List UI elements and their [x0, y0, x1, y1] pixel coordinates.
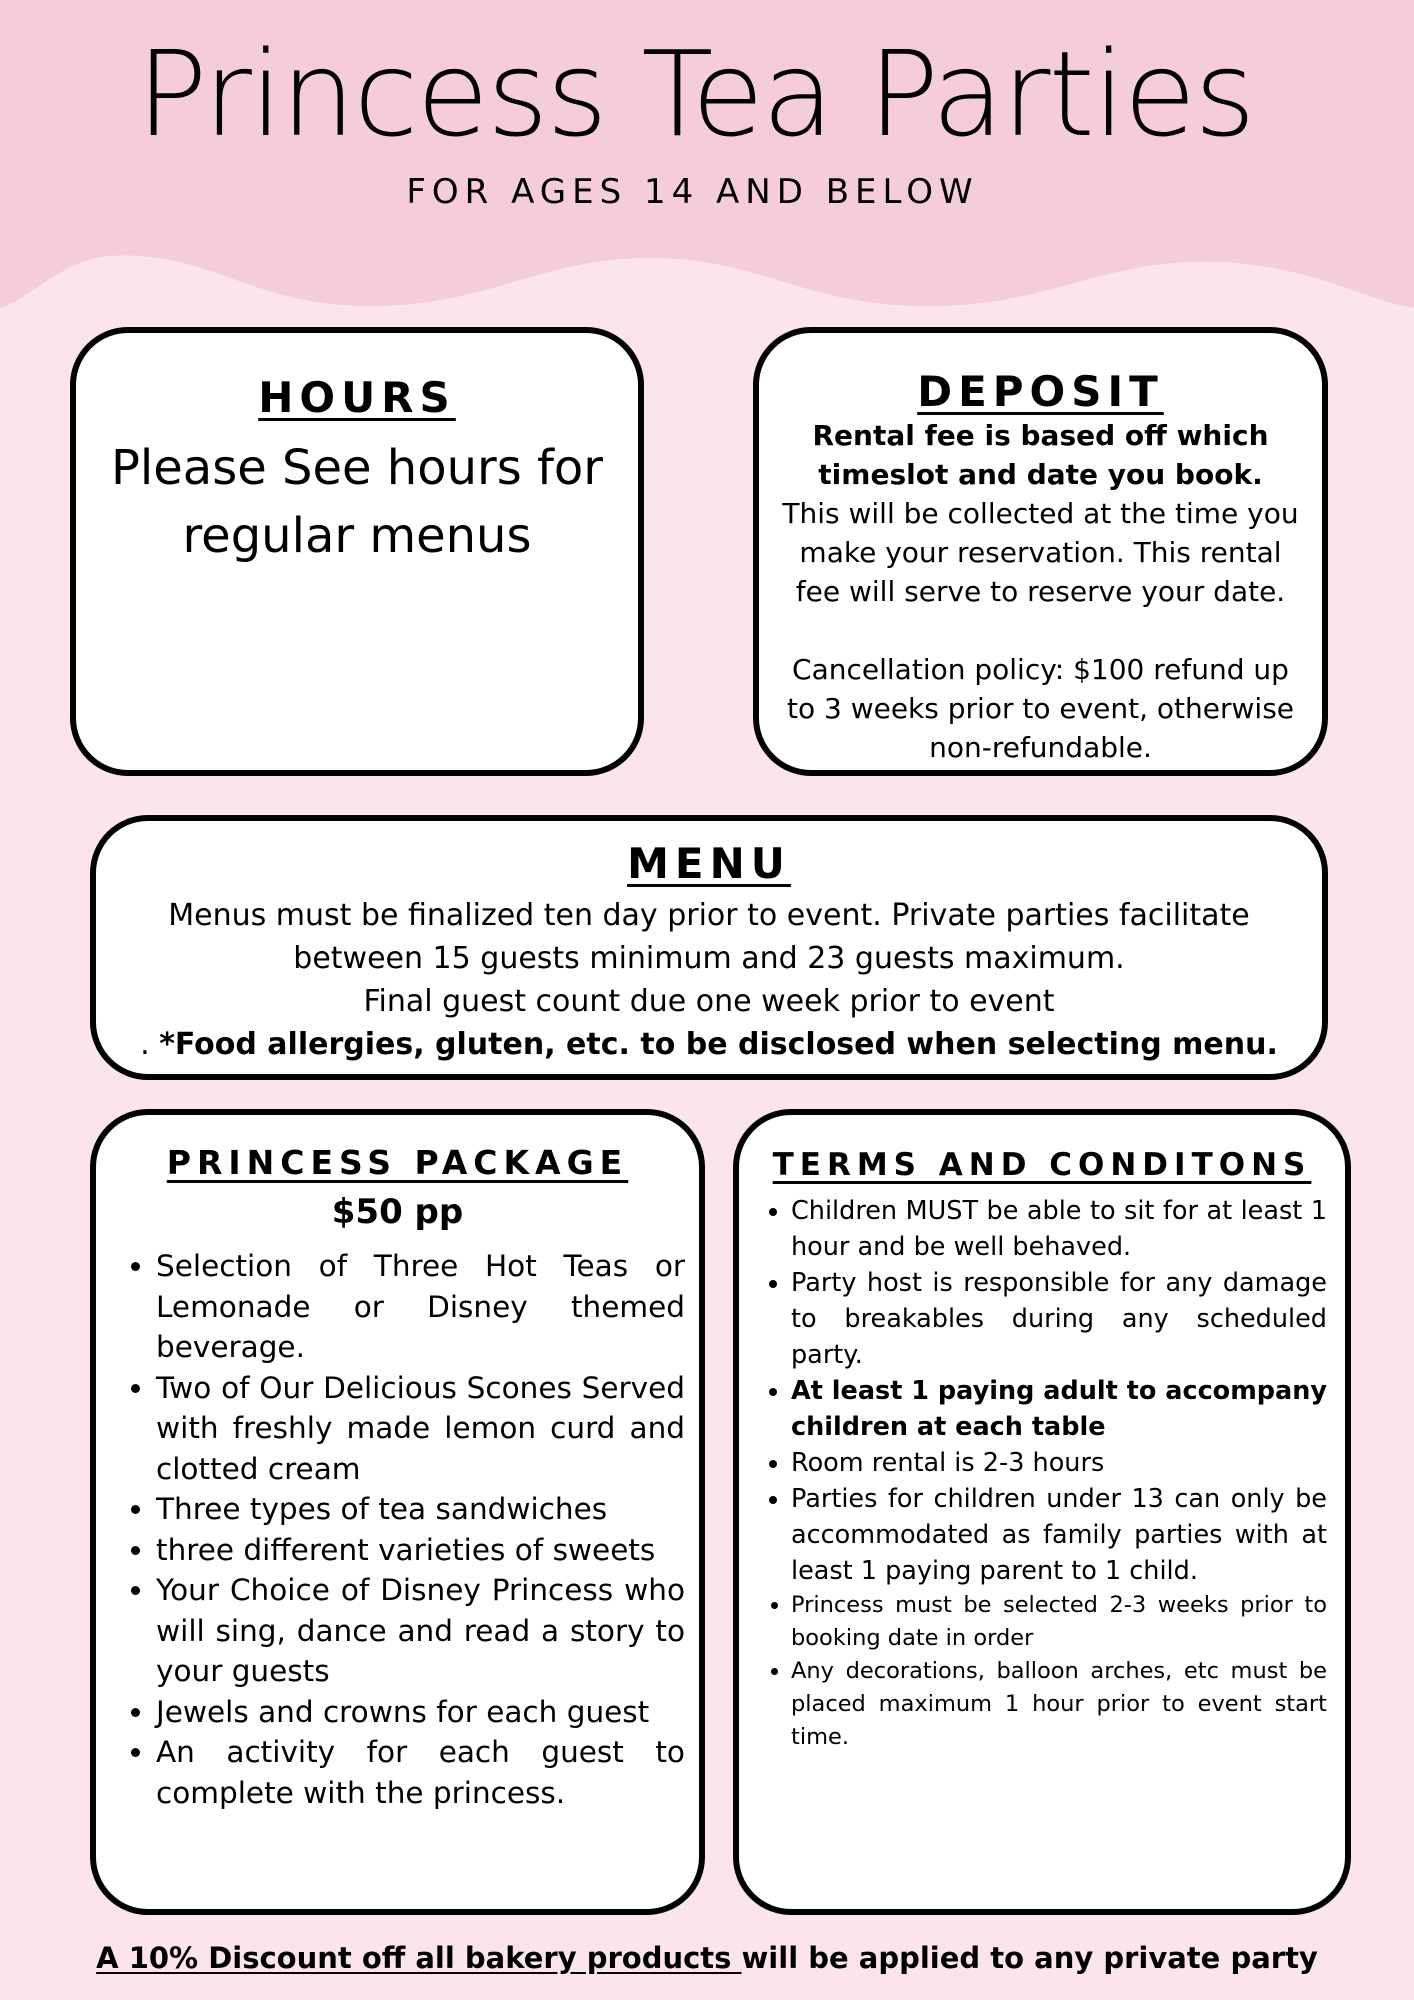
deposit-heading: DEPOSIT [917, 367, 1164, 416]
terms-heading: TERMS AND CONDITONS [772, 1147, 1312, 1183]
discount-footer [0, 1941, 1414, 1975]
package-item: • An activity for each guest to complete with the princess. [156, 1732, 685, 1813]
deposit-card [753, 327, 1328, 776]
package-item: • Your Choice of Disney Princess who will sing, dance and read a story to your guests [156, 1570, 685, 1692]
princess-package-card [90, 1109, 705, 1915]
terms-item: • Princess must be selected 2-3 weeks prior to booking date in order [791, 1589, 1327, 1655]
package-item: • Two of Our Delicious Scones Served with freshly made lemon curd and clotted cream [156, 1368, 685, 1490]
package-item: • Jewels and crowns for each guest [156, 1692, 685, 1733]
menu-card [90, 815, 1328, 1080]
terms-card [733, 1109, 1351, 1915]
package-price: $50 pp [331, 1192, 464, 1232]
discount-rest: will be applied to any private party [741, 1941, 1318, 1975]
deposit-collection-text: This will be collected at the time you make your reservation. This rental fee will serve to reserve your date. [782, 497, 1299, 608]
discount-underlined: A 10% Discount off all bakery products [96, 1941, 742, 1975]
menu-guest-count-text: Final guest count due one week prior to event [363, 984, 1055, 1019]
terms-item: • Any decorations, balloon arches, etc must be placed maximum 1 hour prior to event start time. [791, 1655, 1327, 1754]
menu-finalize-text: Menus must be finalized ten day prior to event. Private parties facilitate between 15 guests minimum and 23 guests maximum. [168, 898, 1250, 976]
page-title: Princess Tea Parties [136, 25, 1254, 163]
package-item: • three different varieties of sweets [156, 1530, 685, 1571]
page-subtitle: FOR AGES 14 AND BELOW [406, 172, 979, 212]
cancellation-policy: Cancellation policy: $100 refund up to 3 weeks prior to event, otherwise non-refundable. [786, 653, 1295, 764]
terms-item: • At least 1 paying adult to accompany children at each table [791, 1373, 1327, 1445]
hours-text: Please See hours for regular menus [110, 440, 604, 564]
package-heading: PRINCESS PACKAGE [166, 1143, 629, 1182]
menu-allergy-note [116, 1023, 1302, 1066]
menu-heading: MENU [627, 839, 791, 888]
hours-heading: HOURS [258, 373, 456, 422]
package-item: • Three types of tea sandwiches [156, 1489, 685, 1530]
terms-list [739, 1193, 1327, 1754]
menu-allergy-prefix: . [140, 1027, 160, 1062]
package-item: • Selection of Three Hot Teas or Lemonade or Disney themed beverage. [156, 1246, 685, 1368]
terms-item: • Parties for children under 13 can only be accommodated as family parties with at least 1 paying parent to 1 child. [791, 1481, 1327, 1589]
terms-item: • Room rental is 2-3 hours [791, 1445, 1327, 1481]
deposit-fee-note: Rental fee is based off which timeslot and date you book. [812, 419, 1269, 491]
hours-card [70, 327, 644, 776]
terms-item: • Children MUST be able to sit for at least 1 hour and be well behaved. [791, 1193, 1327, 1265]
package-list [96, 1246, 685, 1813]
terms-item: • Party host is responsible for any damage to breakables during any scheduled party. [791, 1265, 1327, 1373]
menu-allergy-text: *Food allergies, gluten, etc. to be disclosed when selecting menu. [159, 1027, 1278, 1062]
